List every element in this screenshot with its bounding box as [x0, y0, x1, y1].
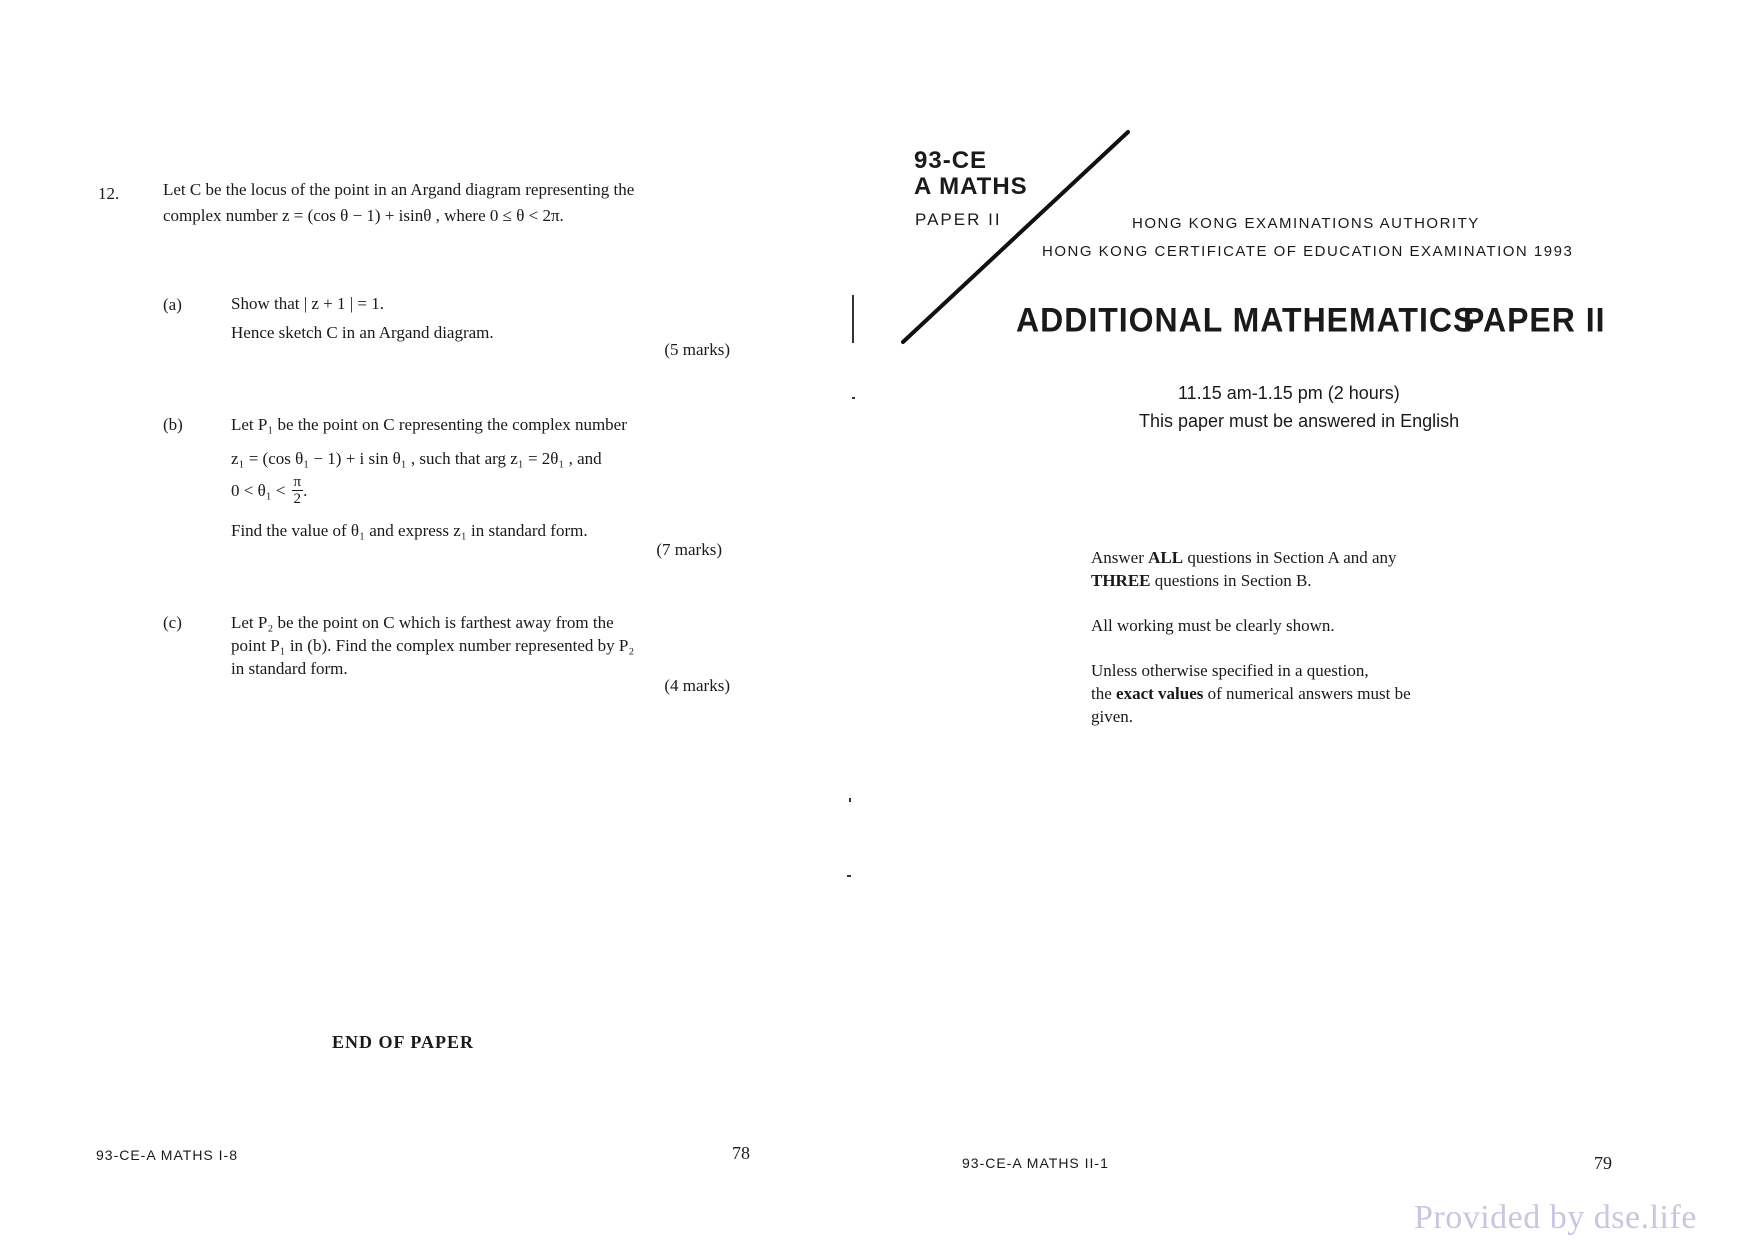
gutter-mark: [852, 295, 854, 343]
instruction-working: All working must be clearly shown.: [1091, 616, 1335, 635]
watermark: Provided by dse.life: [1414, 1199, 1697, 1236]
part-c-line-3: in standard form.: [231, 659, 348, 678]
right-page-number: 79: [1594, 1153, 1612, 1173]
gutter-speck: [849, 798, 851, 802]
examination-name: HONG KONG CERTIFICATE OF EDUCATION EXAMINATION 1993: [1042, 243, 1574, 260]
fraction-numerator: π: [293, 474, 302, 490]
part-a-marks: (5 marks): [664, 340, 730, 359]
pi-over-two-fraction: [292, 474, 304, 507]
gutter-speck: [847, 875, 851, 877]
language-instruction: This paper must be answered in English: [1139, 411, 1460, 431]
instruction-text: of numerical answers must be: [1203, 684, 1411, 703]
paper-code-year: 93-CE: [914, 147, 988, 174]
part-c-label: (c): [163, 613, 182, 632]
part-a-label: (a): [163, 295, 182, 314]
part-b-line-4: Find the value of θ₁ and express z₁ in standard form.: [231, 521, 588, 540]
part-b-line-1: Let P₁ be the point on C representing the complex number: [231, 415, 627, 434]
part-b-line-2: z₁ = (cos θ₁ − 1) + i sin θ₁ , such that arg z₁ = 2θ₁ , and: [231, 449, 602, 468]
instruction-answer: [1091, 546, 1461, 592]
instruction-exact-values: [1091, 659, 1461, 728]
instruction-text: questions in Section A and any: [1183, 548, 1397, 567]
instruction-emphasis-all: ALL: [1148, 548, 1184, 567]
instruction-emphasis-exact: exact values: [1116, 684, 1204, 703]
part-a-line-1: Show that | z + 1 | = 1.: [231, 294, 384, 313]
part-b-label: (b): [163, 415, 183, 434]
end-of-paper: END OF PAPER: [332, 1032, 474, 1052]
examining-authority: HONG KONG EXAMINATIONS AUTHORITY: [1132, 215, 1480, 232]
paper-code-subject: A MATHS: [914, 173, 1028, 200]
part-c-line-2: point P₁ in (b). Find the complex number represented by P₂: [231, 636, 635, 655]
part-a-line-2: Hence sketch C in an Argand diagram.: [231, 323, 494, 342]
part-b-marks: (7 marks): [656, 540, 722, 559]
paper-title: PAPER II: [1463, 300, 1606, 339]
left-page-number: 78: [732, 1143, 750, 1163]
subject-title: ADDITIONAL MATHEMATICS: [1016, 300, 1476, 339]
instruction-text: questions in Section B.: [1150, 571, 1312, 590]
right-footer-code: 93-CE-A MATHS II-1: [962, 1155, 1109, 1171]
instruction-text: the: [1091, 684, 1117, 703]
part-b-inequality: 0 < θ₁ <: [231, 480, 286, 500]
question-number: 12.: [98, 184, 120, 203]
part-c-line-1: Let P₂ be the point on C which is farthest away from the: [231, 613, 614, 632]
instruction-text: Unless otherwise specified in a question,: [1091, 661, 1369, 680]
part-c-marks: (4 marks): [664, 676, 730, 695]
exam-time: 11.15 am-1.15 pm (2 hours): [1178, 383, 1400, 403]
instruction-text: Answer: [1091, 548, 1149, 567]
paper-code-paper: PAPER II: [915, 210, 1002, 229]
gutter-speck: [852, 397, 855, 399]
fraction-denominator: 2: [293, 491, 302, 507]
part-b-line-3: [231, 474, 307, 507]
question-intro-line-2: complex number z = (cos θ − 1) + isinθ , where 0 ≤ θ < 2π.: [163, 206, 564, 225]
part-b-period: .: [303, 480, 308, 500]
question-intro-line-1: Let C be the locus of the point in an Argand diagram representing the: [163, 180, 635, 199]
left-footer-code: 93-CE-A MATHS I-8: [96, 1147, 238, 1163]
instruction-emphasis-three: THREE: [1091, 571, 1151, 590]
instruction-text: given.: [1091, 707, 1134, 726]
